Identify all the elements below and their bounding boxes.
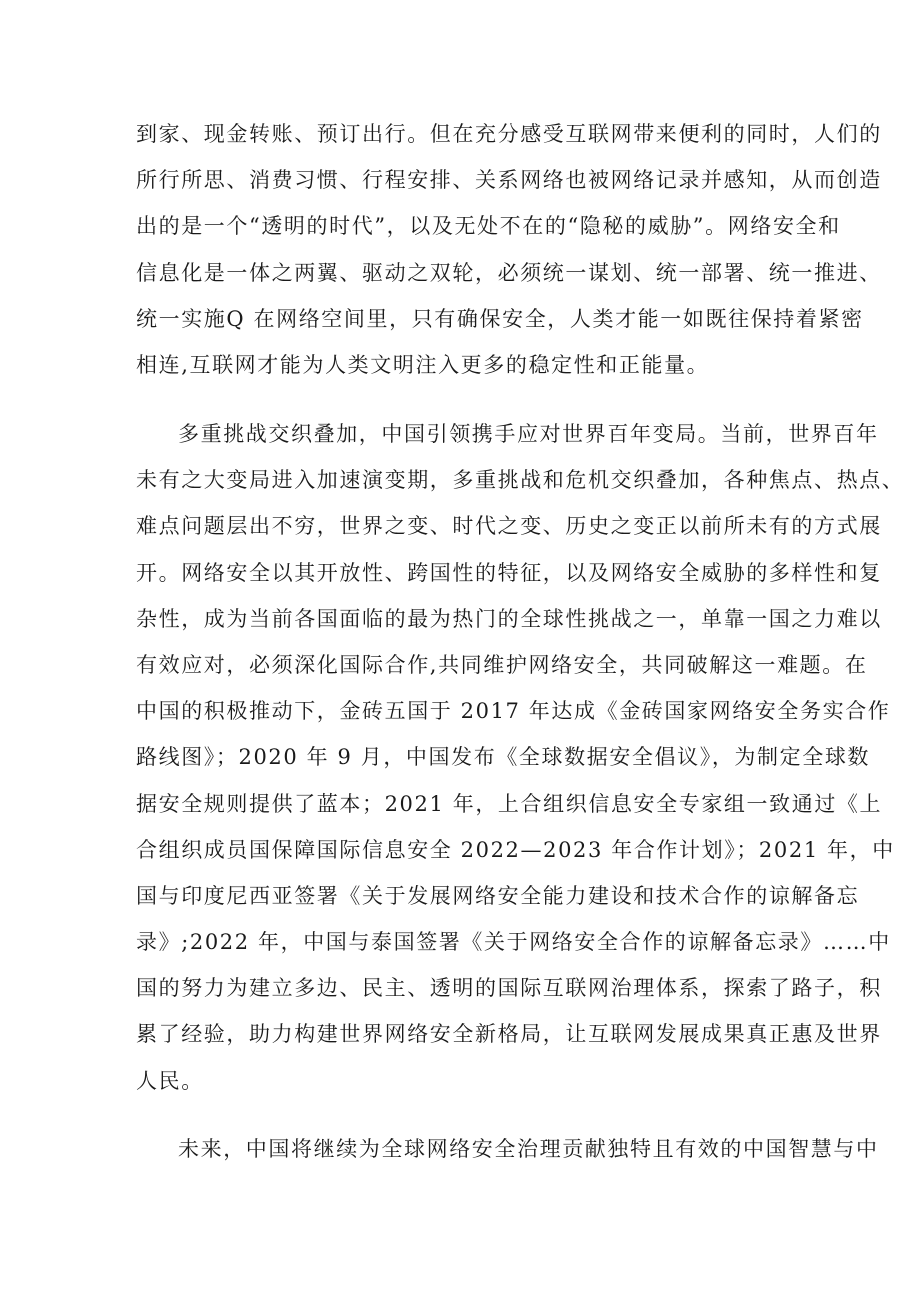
text-line: 相连,互联网才能为人类文明注入更多的稳定性和正能量。	[136, 353, 710, 377]
text-line: 统一实施Q 在网络空间里，只有确保安全，人类才能一如既往保持着紧密	[136, 307, 864, 331]
text-line: 据安全规则提供了蓝本；2021 年，上合组织信息安全专家组一致通过《上	[136, 792, 883, 816]
text-line: 到家、现金转账、预订出行。但在充分感受互联网带来便利的同时，人们的	[136, 122, 882, 146]
text-line: 未有之大变局进入加速演变期，多重挑战和危机交织叠加，各种焦点、热点、	[136, 468, 905, 492]
text-line: 难点问题层出不穷，世界之变、时代之变、历史之变正以前所未有的方式展	[136, 514, 882, 538]
text-line: 有效应对，必须深化国际合作,共同维护网络安全，共同破解这一难题。在	[136, 653, 868, 677]
text-line: 路线图》；2020 年 9 月，中国发布《全球数据安全倡议》，为制定全球数	[136, 745, 871, 769]
text-line: 出的是一个“透明的时代”，以及无处不在的“隐秘的威胁”。网络安全和	[136, 214, 841, 238]
text-line: 国的努力为建立多边、民主、透明的国际互联网治理体系，探索了路子，积	[136, 976, 882, 1000]
text-line: 合组织成员国保障国际信息安全 2022—2023 年合作计划》；2021 年，中	[136, 838, 895, 862]
text-line: 国与印度尼西亚签署《关于发展网络安全能力建设和技术合作的谅解备忘	[136, 884, 860, 908]
text-line: 信息化是一体之两翼、驱动之双轮，必须统一谋划、统一部署、统一推进、	[136, 261, 882, 285]
text-line: 未来，中国将继续为全球网络安全治理贡献独特且有效的中国智慧与中	[178, 1137, 879, 1161]
text-line: 中国的积极推动下，金砖五国于 2017 年达成《金砖国家网络安全务实合作	[136, 699, 891, 723]
text-line: 多重挑战交织叠加，中国引领携手应对世界百年变局。当前，世界百年	[178, 422, 879, 446]
text-line: 杂性，成为当前各国面临的最为热门的全球性挑战之一，单靠一国之力难以	[136, 607, 882, 631]
text-line: 开。网络安全以其开放性、跨国性的特征，以及网络安全威胁的多样性和复	[136, 561, 882, 585]
text-line: 录》;2022 年，中国与泰国签署《关于网络安全合作的谅解备忘录》……中	[136, 930, 891, 954]
text-line: 累了经验，助力构建世界网络安全新格局，让互联网发展成果真正惠及世界	[136, 1022, 882, 1046]
text-line: 人民。	[136, 1069, 204, 1093]
text-line: 所行所思、消费习惯、行程安排、关系网络也被网络记录并感知，从而创造	[136, 168, 882, 192]
